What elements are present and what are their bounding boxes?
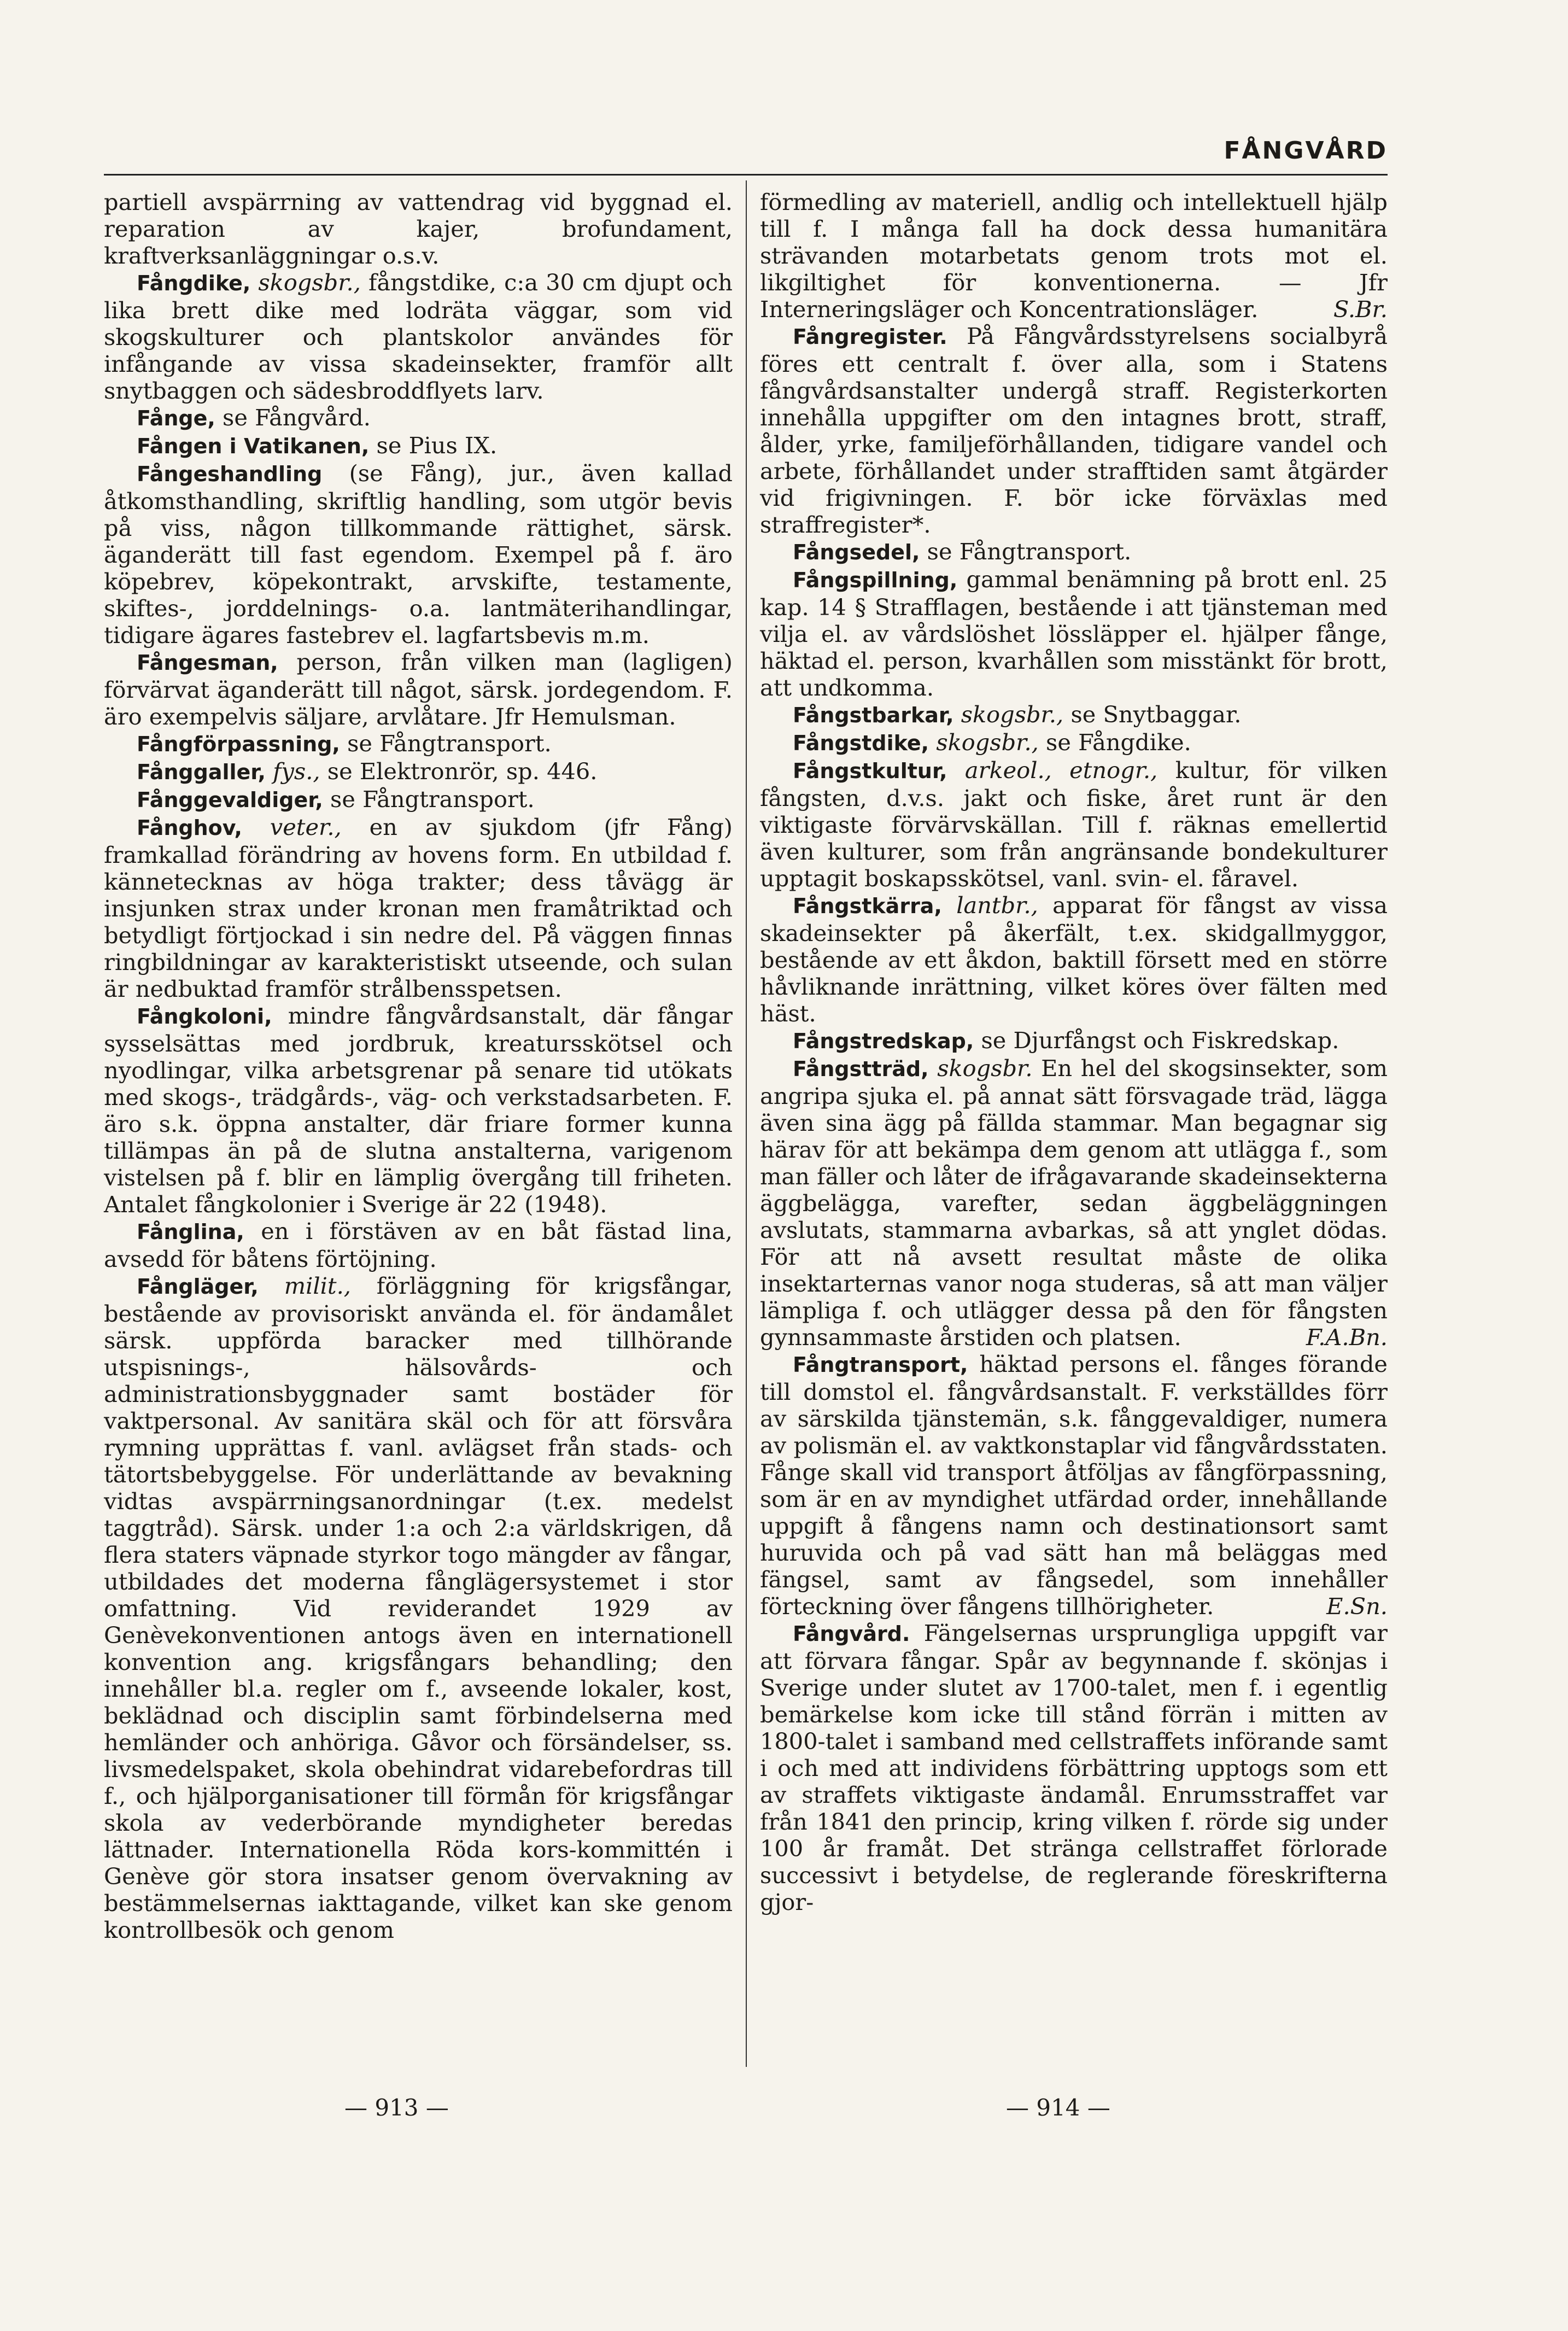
entry-body: se Snytbaggar. — [1070, 701, 1242, 728]
entry-body: se Pius IX. — [376, 432, 498, 459]
dictionary-entry — [760, 1620, 1388, 1915]
entry-headword: Fångförpassning, — [137, 732, 340, 756]
entry-body: förläggning för krigsfångar, bestående av provisoriskt använda el. för ändamålet särsk. uppförda baracker med tillhörande utspisnings-, hälsovårds- och administrationsbyggnader samt bostäder för vaktpersonal. Av sanitära skäl och för att försvåra rymning upprättas f. vanl. avlägset från stads- och tätortsbebyggelse. För underlättande av bevakning vidtas avspärrningsanordningar (t.ex. medelst taggtråd). Särsk. under 1:a och 2:a världskrigen, då flera staters väpnade styrkor togo mängder av fångar, utbildades det moderna fånglägersystemet i stor omfattning. Vid reviderandet 1929 av Genèvekonventionen antogs även en internationell konvention ang. krigsfångars behandling; den innehåller bl.a. regler om f., avseende lokaler, kost, beklädnad och disciplin samt förbindelserna med hemländer och anhöriga. Gåvor och försändelser, ss. livsmedelspaket, skola obehindrat vidarebefordras till f., och hjälporganisationer till förmån för krigsfångar skola av vederbörande myndigheter beredas lättnader. Internationella Röda kors-kommittén i Genève gör stora insatser genom övervakning av bestämmelsernas iakttagande, vilket kan ske genom kontrollbesök och genom — [104, 1272, 733, 1943]
entry-headword: Fånghov, — [137, 816, 242, 840]
dictionary-entry — [104, 1272, 733, 1943]
entry-headword: Fången i Vatikanen, — [137, 434, 370, 458]
left-column — [104, 189, 733, 1943]
entry-domain: skogsbr., — [258, 269, 361, 296]
entry-headword: Fångstträd, — [793, 1057, 929, 1081]
entry-domain: skogsbr. — [937, 1055, 1033, 1082]
dictionary-entry — [760, 757, 1388, 892]
dictionary-entry — [104, 786, 733, 814]
entry-body: person, från vilken man (lagligen) förvärvat äganderätt till något, särsk. jordegendom. F. äro exempelvis säljare, arvlåtare. Jfr Hemulsman. — [104, 649, 733, 730]
entry-body: mindre fångvårdsanstalt, där fångar sysselsättas med jordbruk, kreatursskötsel och nyodlingar, vilka arbetsgrenar på senare tid utökats med skogs-, trädgårds-, väg- och verkstadsarbeten. F. äro s.k. öppna anstalter, där friare former kunna tillämpas än på de slutna anstalterna, varigenom vistelsen på f. blir en lämplig övergång till friheten. Antalet fångkolonier i Sverige är 22 (1948). — [104, 1002, 733, 1218]
dictionary-entry — [104, 189, 733, 269]
entry-body: häktad persons el. fånges förande till domstol el. fångvårdsanstalt. F. verkställdes förr av särskilda tjänstemän, s.k. fånggevaldiger, numera av polismän el. av vaktkonstaplar vid fångvårdsstaten. Fånge skall vid transport åtföljas av fångförpassning, som är en av myndighet utfärdad order, innehållande uppgift å fångens namn och destinationsort samt huruvida och på vad sätt han må beläggas med fängsel, samt av fångsedel, som innehåller förteckning över fångens tillhörigheter. — [760, 1351, 1388, 1620]
entry-body: se Djurfångst och Fiskredskap. — [981, 1027, 1339, 1054]
dictionary-entry — [104, 404, 733, 432]
dictionary-entry — [760, 566, 1388, 701]
entry-body: På Fångvårdsstyrelsens socialbyrå föres ett centralt f. över alla, som i Statens fångvårdsanstalter undergå straff. Registerkorten innehålla uppgifter om den intagnes brott, straff, ålder, yrke, familjeförhållanden, tidigare vandel och arbete, förhållandet under strafftiden samt åtgärder vid frigivningen. F. bör icke förväxlas med straffregister*. — [760, 323, 1388, 538]
dictionary-entry — [104, 1002, 733, 1218]
dictionary-entry — [104, 432, 733, 460]
entry-headword: Fångesman, — [137, 651, 278, 675]
entry-headword: Fångsedel, — [793, 540, 920, 564]
header-rule — [104, 174, 1388, 176]
dictionary-entry — [760, 701, 1388, 729]
entry-body: se Fångdike. — [1046, 729, 1191, 756]
entry-domain: milit., — [284, 1272, 351, 1299]
entry-body: förmedling av materiell, andlig och intellektuell hjälp till f. I många fall ha dock dessa humanitära strävanden motarbetats genom trots mot el. likgiltighet för konventionerna. — Jfr Interneringsläger och Koncentrationsläger. — [760, 189, 1388, 323]
entry-body: se Fångvård. — [223, 404, 371, 431]
dictionary-entry — [104, 269, 733, 404]
entry-headword: Fångläger, — [137, 1275, 259, 1299]
entry-headword: Fånggaller, — [137, 760, 266, 784]
entry-signature: S.Br. — [1333, 296, 1388, 323]
entry-body: gammal benämning på brott enl. 25 kap. 14 § Strafflagen, bestående i att tjänsteman med vilja el. av vårdslöshet lössläpper el. hjälper fånge, häktad el. person, kvarhållen som misstänkt för brott, att undkomma. — [760, 566, 1388, 701]
dictionary-entry — [104, 758, 733, 786]
page-number-left: — 913 — — [344, 2094, 449, 2121]
entry-headword: Fångeshandling — [137, 462, 323, 486]
entry-headword: Fånge, — [137, 406, 215, 430]
entry-body: se Fångtransport. — [347, 730, 552, 757]
dictionary-entry — [104, 460, 733, 649]
entry-signature: F.A.Bn. — [1306, 1324, 1388, 1351]
dictionary-entry — [760, 1027, 1388, 1055]
entry-domain: arkeol., etnogr., — [964, 757, 1158, 784]
entry-domain: fys., — [273, 758, 320, 785]
entry-body: se Elektronrör, sp. 446. — [327, 758, 598, 785]
entry-headword: Fångspillning, — [793, 568, 958, 592]
entry-body: partiell avspärrning av vattendrag vid byggnad el. reparation av kajer, brofundament, kraftverksanläggningar o.s.v. — [104, 189, 733, 269]
entry-headword: Fångvård. — [793, 1622, 910, 1646]
dictionary-entry — [104, 1218, 733, 1272]
entry-headword: Fångstkärra, — [793, 894, 942, 918]
column-divider — [746, 180, 747, 2067]
page-number-right: — 914 — — [1006, 2094, 1110, 2121]
entry-headword: Fångstredskap, — [793, 1029, 974, 1053]
entry-body: en av sjukdom (jfr Fång) framkallad förändring av hovens form. En utbildad f. kännetecknas av höga trakter; dess tåvägg är insjunken strax under kronan men framåtriktad och betydligt förtjockad i sin nedre del. På väggen finnas ringbildningar av karakteristiskt utseende, och sulan är nedbuktad framför strålbensspetsen. — [104, 814, 733, 1002]
dictionary-entry — [104, 730, 733, 758]
dictionary-entry — [760, 1055, 1388, 1351]
entry-body: kultur, för vilken fångsten, d.v.s. jakt och fiske, året runt är den viktigaste förvärvskällan. Till f. räknas emellertid även kulturer, som från angränsande bondekulturer upptagit boskapsskötsel, vanl. svin- el. fåravel. — [760, 757, 1388, 892]
entry-headword: Fångstbarkar, — [793, 703, 954, 727]
entry-headword: Fångtransport, — [793, 1353, 968, 1377]
entry-domain: skogsbr., — [936, 729, 1039, 756]
entry-domain: veter., — [270, 814, 342, 840]
dictionary-entry — [760, 729, 1388, 757]
dictionary-entry — [760, 1351, 1388, 1620]
dictionary-entry — [760, 189, 1388, 323]
entry-body: Fängelsernas ursprungliga uppgift var att förvara fångar. Spår av begynnande f. skönjas i Sverige under slutet av 1700-talet, men f. i egentlig bemärkelse kom icke till stånd förrän i mitten av 1800-talet i samband med cellstraffets införande samt i och med att individens förbättring upptogs som ett av straffets viktigaste ändamål. Enrumsstraffet var från 1841 den princip, kring vilken f. rörde sig under 100 år framåt. Det stränga cellstraffet förlorade successivt i betydelse, de reglerande föreskrifterna gjor- — [760, 1620, 1388, 1915]
entry-signature: E.Sn. — [1326, 1593, 1388, 1620]
entry-headword: Fångkoloni, — [137, 1004, 272, 1029]
right-column — [760, 189, 1388, 1915]
entry-body: se Fångtransport. — [927, 538, 1132, 565]
entry-headword: Fångdike, — [137, 271, 251, 295]
entry-headword: Fånggevaldiger, — [137, 788, 323, 812]
entry-headword: Fångstkultur, — [793, 759, 947, 783]
dictionary-entry — [760, 323, 1388, 538]
dictionary-entry — [760, 538, 1388, 566]
entry-body: apparat för fångst av vissa skadeinsekter på åkerfält, t.ex. skidgallmyggor, bestående av ett åkdon, baktill försett med en större håvliknande inrättning, vilket köres över fälten med häst. — [760, 892, 1388, 1027]
dictionary-entry — [104, 814, 733, 1002]
dictionary-entry — [760, 892, 1388, 1027]
entry-body: fångstdike, c:a 30 cm djupt och lika brett dike med lodräta väggar, som vid skogskulturer och plantskolor användes för infångande av vissa skadeinsekter, framför allt snytbaggen och sädesbroddflyets larv. — [104, 269, 733, 404]
entry-domain: lantbr., — [956, 892, 1038, 919]
entry-body: en i förstäven av en båt fästad lina, avsedd för båtens förtöjning. — [104, 1218, 733, 1272]
entry-headword: Fångstdike, — [793, 731, 929, 755]
entry-domain: skogsbr., — [961, 701, 1064, 728]
entry-headword: Fånglina, — [137, 1220, 244, 1244]
entry-headword: Fångregister. — [793, 325, 947, 349]
entry-body: En hel del skogsinsekter, som angripa sjuka el. på annat sätt försvagade träd, lägga även sina ägg på fällda stammar. Man begagnar sig härav för att bekämpa dem genom att utlägga f., som man fäller och låter de ifrågavarande skadeinsekterna äggbelägga, varefter, sedan äggbeläggningen avslutats, stammarna avbarkas, så att ynglet dödas. För att nå avsett resultat måste de olika insektarternas vanor noga studeras, så att man väljer lämpliga f. och utlägger dessa på den för fångsten gynnsammaste årstiden och platsen. — [760, 1055, 1388, 1351]
running-head: FÅNGVÅRD — [1224, 137, 1388, 165]
entry-body: se Fångtransport. — [330, 786, 535, 813]
entry-body: (se Fång), jur., även kallad åtkomsthandling, skriftlig handling, som utgör bevis på viss, någon tillkommande rättighet, särsk. äganderätt till fast egendom. Exempel på f. äro köpebrev, köpekontrakt, arvskifte, testamente, skiftes-, jorddelnings- o.a. lantmäterihandlingar, tidigare ägares fastebrev el. lagfartsbevis m.m. — [104, 460, 733, 649]
dictionary-entry — [104, 649, 733, 730]
